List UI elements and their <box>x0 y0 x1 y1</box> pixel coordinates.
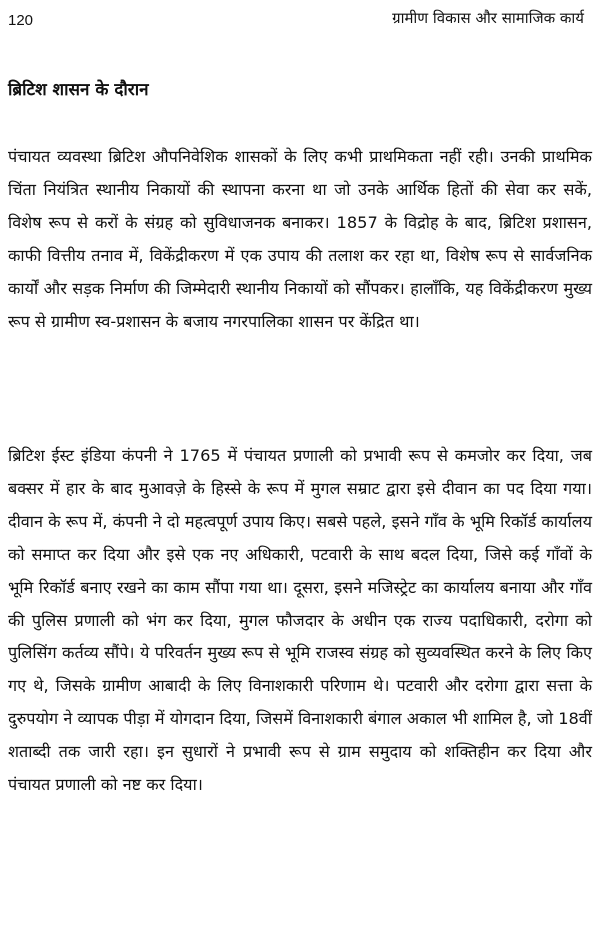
running-title: ग्रामीण विकास और सामाजिक कार्य <box>392 9 584 27</box>
page-header <box>8 6 584 36</box>
section-heading: ब्रिटिश शासन के दौरान <box>8 80 149 100</box>
paragraph: पंचायत व्यवस्था ब्रिटिश औपनिवेशिक शासकों के लिए कभी प्राथमिकता नहीं रही। उनकी प्राथमिक चिंता नियंत्रित स्थानीय निकायों की स्थापना करना था जो उनके आर्थिक हितों की सेवा कर सकें, विशेष रूप से करों के संग्रह को सुविधाजनक बनाकर। 1857 के विद्रोह के बाद, ब्रिटिश प्रशासन, काफी वित्तीय तनाव में, विकेंद्रीकरण में एक उपाय की तलाश कर रहा था, विशेष रूप से सार्वजनिक कार्यों और सड़क निर्माण की जिम्मेदारी स्थानीय निकायों को सौंपकर। हालाँकि, यह विकेंद्रीकरण मुख्य रूप से ग्रामीण स्व-प्रशासन के बजाय नगरपालिका शासन पर केंद्रित था। <box>8 147 592 331</box>
paragraph: ब्रिटिश ईस्ट इंडिया कंपनी ने 1765 में पंचायत प्रणाली को प्रभावी रूप से कमजोर कर दिया, जब बक्सर में हार के बाद मुआवज़े के हिस्से के रूप में मुगल सम्राट द्वारा इसे दीवान का पद दिया गया। दीवान के रूप में, कंपनी ने दो महत्वपूर्ण उपाय किए। सबसे पहले, इसने गाँव के भूमि रिकॉर्ड कार्यालय को समाप्त कर दिया और इसे एक नए अधिकारी, पटवारी के साथ बदल दिया, जिसे कई गाँवों के भूमि रिकॉर्ड बनाए रखने का काम सौंपा गया था। दूसरा, इसने मजिस्ट्रेट का कार्यालय बनाया और गाँव की पुलिस प्रणाली को भंग कर दिया, मुगल फौजदार के अधीन एक राज्य पदाधिकारी, दरोगा को पुलिसिंग कर्तव्य सौंपे। ये परिवर्तन मुख्य रूप से भूमि राजस्व संग्रह को सुव्यवस्थित करने के लिए किए गए थे, जिसके ग्रामीण आबादी के लिए विनाशकारी परिणाम थे। पटवारी और दरोगा द्वारा सत्ता के दुरुपयोग ने व्यापक पीड़ा में योगदान दिया, जिसमें विनाशकारी बंगाल अकाल भी शामिल है, जो 18वीं शताब्दी तक जारी रहा। इन सुधारों ने प्रभावी रूप से ग्राम समुदाय को शक्तिहीन कर दिया और पंचायत प्रणाली को नष्ट कर दिया। <box>8 446 592 795</box>
page-number: 120 <box>8 12 34 29</box>
